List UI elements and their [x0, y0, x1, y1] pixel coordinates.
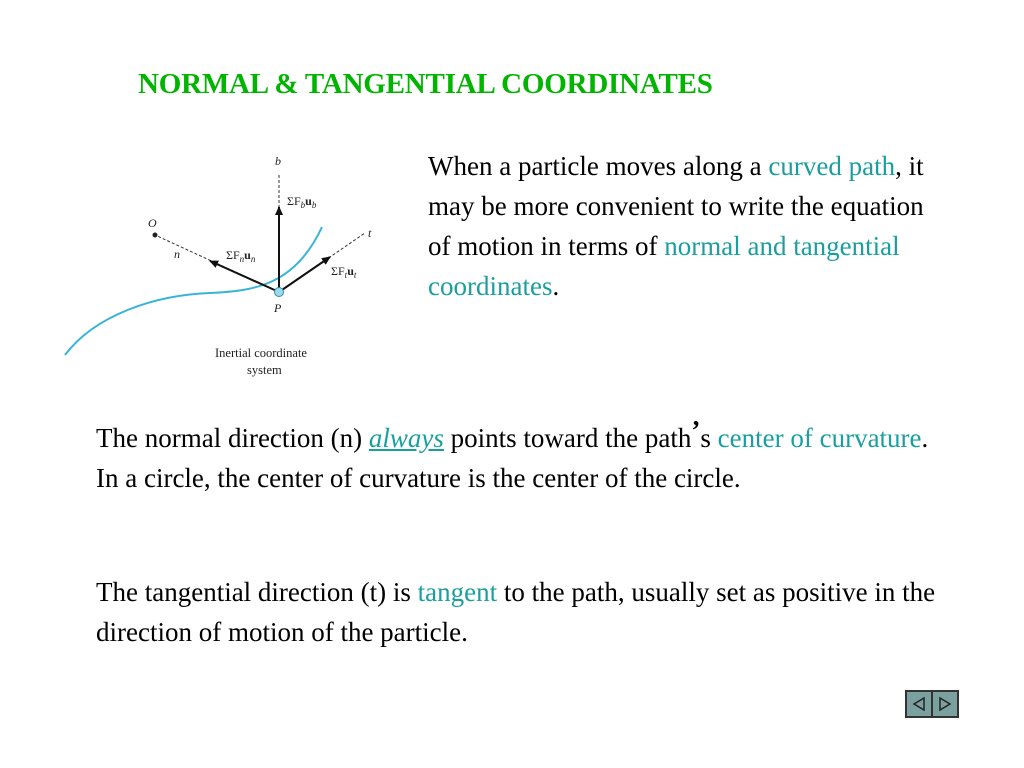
- tangent-text-1: The tangential direction (t) is: [96, 577, 418, 607]
- triangle-left-icon: [912, 697, 926, 711]
- coordinate-diagram: [60, 145, 400, 390]
- caption-line2: system: [247, 363, 282, 377]
- normal-apostrophe: ’: [691, 415, 701, 445]
- intro-highlight-coordinates: normal and tangential coordinates: [428, 231, 900, 301]
- intro-text-2: , it may be more convenient to write the equation of motion in terms of: [428, 151, 924, 261]
- normal-direction-paragraph: [96, 415, 956, 498]
- label-b: b: [275, 154, 281, 168]
- caption-line1: Inertial coordinate: [215, 346, 307, 360]
- label-force-t: $\Sigma F_tu_t$: [331, 264, 357, 280]
- tangent-highlight: tangent: [417, 577, 498, 607]
- point-o: [153, 233, 158, 238]
- label-force-b: $\Sigma F_bu_b$: [287, 194, 317, 210]
- next-slide-button[interactable]: [931, 690, 959, 718]
- slide-navigation: [905, 690, 957, 718]
- force-t-arrow: [279, 257, 330, 292]
- normal-text-4: . In a circle, the center of curvature is the center of the circle.: [96, 423, 929, 493]
- label-t: t: [368, 226, 372, 240]
- intro-highlight-curved-path: curved path: [768, 151, 896, 181]
- triangle-right-icon: [938, 697, 952, 711]
- tangent-text-2: to the path, usually set as positive in the direction of motion of the particle.: [96, 577, 936, 647]
- previous-slide-button[interactable]: [905, 690, 933, 718]
- intro-text-1: When a particle moves along a: [428, 151, 769, 181]
- tangential-direction-paragraph: [96, 572, 956, 652]
- intro-paragraph: [428, 146, 928, 306]
- force-n-arrow: [210, 261, 279, 292]
- label-p: P: [274, 301, 282, 315]
- label-n: n: [174, 247, 180, 261]
- normal-text-1: The normal direction (n): [96, 423, 369, 453]
- label-force-n: $\Sigma F_nu_n$: [226, 248, 256, 264]
- intro-text-3: .: [552, 271, 560, 301]
- slide-title: NORMAL & TANGENTIAL COORDINATES: [138, 68, 713, 100]
- normal-highlight-center-of-curvature: center of curvature: [717, 423, 922, 453]
- diagram-svg: [60, 145, 400, 390]
- normal-text-3: s: [700, 423, 718, 453]
- label-o: O: [148, 216, 157, 230]
- point-p: [275, 288, 284, 297]
- normal-text-2: points toward the path: [443, 423, 692, 453]
- normal-emphasis-always: always: [368, 423, 444, 453]
